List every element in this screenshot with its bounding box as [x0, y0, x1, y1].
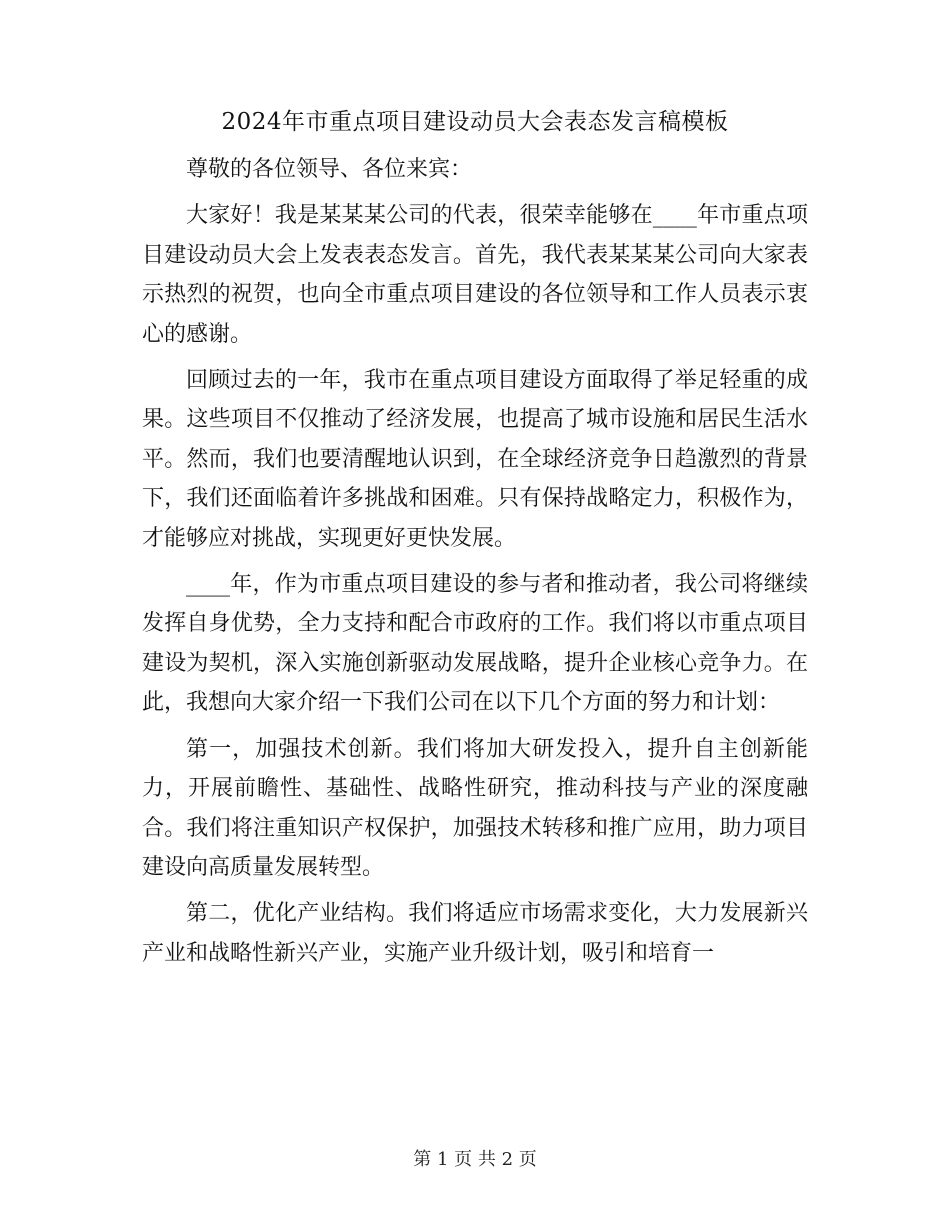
body-paragraph-4: 第一，加强技术创新。我们将加大研发投入，提升自主创新能力，开展前瞻性、基础性、战略性研究，推动科技与产业的深度融合。我们将注重知识产权保护，加强技术转移和推广应用，助力项目建设向高质量发展转型。	[142, 736, 808, 880]
body-paragraph-2: 回顾过去的一年，我市在重点项目建设方面取得了举足轻重的成果。这些项目不仅推动了经济发展，也提高了城市设施和居民生活水平。然而，我们也要清醒地认识到，在全球经济竞争日趋激烈的背景下，我们还面临着许多挑战和困难。只有保持战略定力，积极作为，才能够应对挑战，实现更好更快发展。	[142, 368, 808, 551]
body-paragraph-5: 第二，优化产业结构。我们将适应市场需求变化，大力发展新兴产业和战略性新兴产业，实施产业升级计划，吸引和培育一	[142, 901, 808, 966]
page-number-footer: 第 1 页 共 2 页	[413, 1149, 537, 1170]
document-body	[142, 150, 808, 973]
body-paragraph-3: ____年，作为市重点项目建设的参与者和推动者，我公司将继续发挥自身优势，全力支持和配合市政府的工作。我们将以市重点项目建设为契机，深入实施创新驱动发展战略，提升企业核心竞争力。在此，我想向大家介绍一下我们公司在以下几个方面的努力和计划：	[142, 572, 808, 716]
salutation-paragraph: 尊敬的各位领导、各位来宾：	[186, 157, 473, 182]
body-paragraph-1: 大家好！我是某某某公司的代表，很荣幸能够在____年市重点项目建设动员大会上发表表态发言。首先，我代表某某某公司向大家表示热烈的祝贺，也向全市重点项目建设的各位领导和工作人员表示衷心的感谢。	[142, 203, 808, 347]
document-title: 2024年市重点项目建设动员大会表态发言稿模板	[221, 109, 729, 135]
